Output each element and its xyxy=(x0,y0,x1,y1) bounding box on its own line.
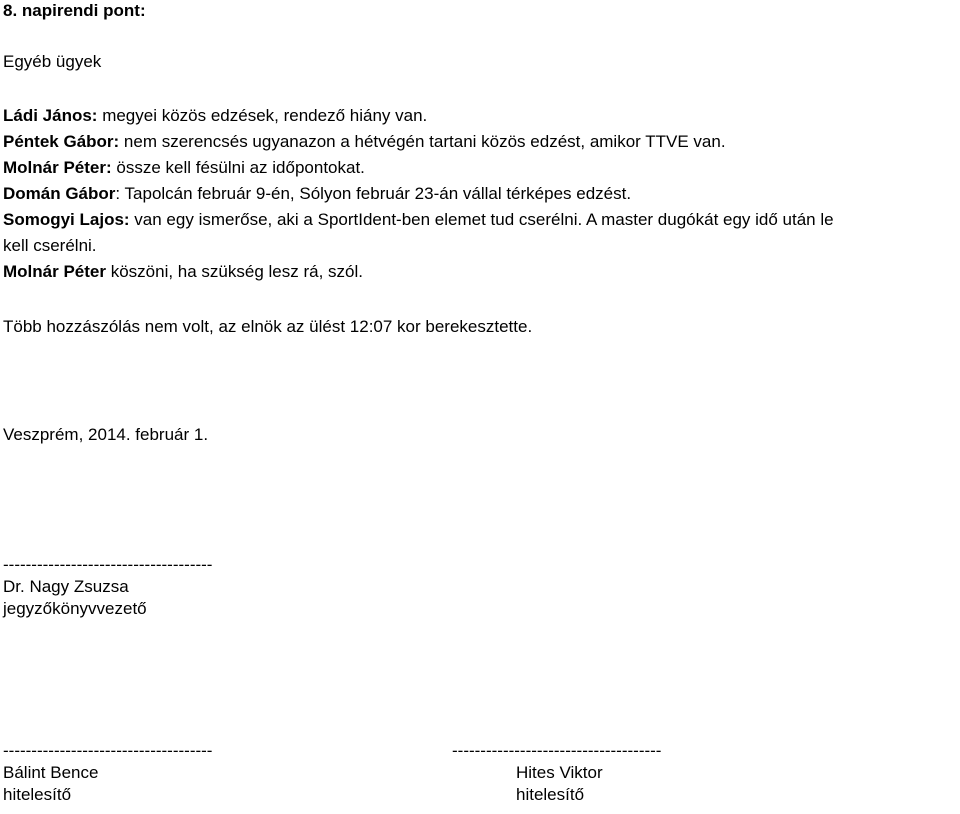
remark-line xyxy=(3,261,363,283)
speaker-name: Péntek Gábor: xyxy=(3,132,120,151)
remark-text: kell cserélni. xyxy=(3,236,97,255)
remark-text: nem szerencsés ugyanazon a hétvégén tartani közös edzést, amikor TTVE van. xyxy=(119,132,726,151)
remark-line xyxy=(3,235,97,257)
remark-text: : Tapolcán február 9-én, Sólyon február 23-án vállal térképes edzést. xyxy=(115,184,632,203)
signer-name: Hites Viktor xyxy=(516,763,603,782)
signer-name: Bálint Bence xyxy=(3,763,99,782)
remark-line xyxy=(3,157,365,179)
authenticator-signature-right xyxy=(452,740,661,806)
remark-text: össze kell fésülni az időpontokat. xyxy=(111,158,365,177)
signature-line: ------------------------------------- xyxy=(3,555,213,574)
speaker-name: Molnár Péter: xyxy=(3,158,112,177)
speaker-name: Ládi János: xyxy=(3,106,98,125)
signer-role: hitelesítő xyxy=(3,785,72,804)
speaker-name: Molnár Péter xyxy=(3,262,106,281)
remark-line xyxy=(3,105,427,127)
remark-text: megyei közös edzések, rendező hiány van. xyxy=(97,106,428,125)
recorder-signature xyxy=(3,554,212,620)
section-title: Egyéb ügyek xyxy=(3,52,102,71)
signature-line: ------------------------------------- xyxy=(452,741,662,760)
remark-text: van egy ismerőse, aki a SportIdent-ben elemet tud cserélni. A master dugókát egy idő után le xyxy=(129,210,834,229)
closing-statement: Több hozzászólás nem volt, az elnök az ülést 12:07 kor berekesztette. xyxy=(3,317,533,336)
authenticator-signature-left xyxy=(3,740,212,806)
speaker-name: Somogyi Lajos: xyxy=(3,210,130,229)
remark-text: köszöni, ha szükség lesz rá, szól. xyxy=(105,262,363,281)
remark-line xyxy=(3,209,834,231)
signer-role: jegyzőkönyvvezető xyxy=(3,599,147,618)
remark-line xyxy=(3,131,726,153)
signer-name: Dr. Nagy Zsuzsa xyxy=(3,577,129,596)
place-date: Veszprém, 2014. február 1. xyxy=(3,425,209,444)
speaker-name: Domán Gábor xyxy=(3,184,116,203)
remark-line xyxy=(3,183,631,205)
agenda-heading: 8. napirendi pont: xyxy=(3,1,146,20)
document-page xyxy=(3,0,958,814)
signature-line: ------------------------------------- xyxy=(3,741,213,760)
signer-role: hitelesítő xyxy=(516,785,585,804)
